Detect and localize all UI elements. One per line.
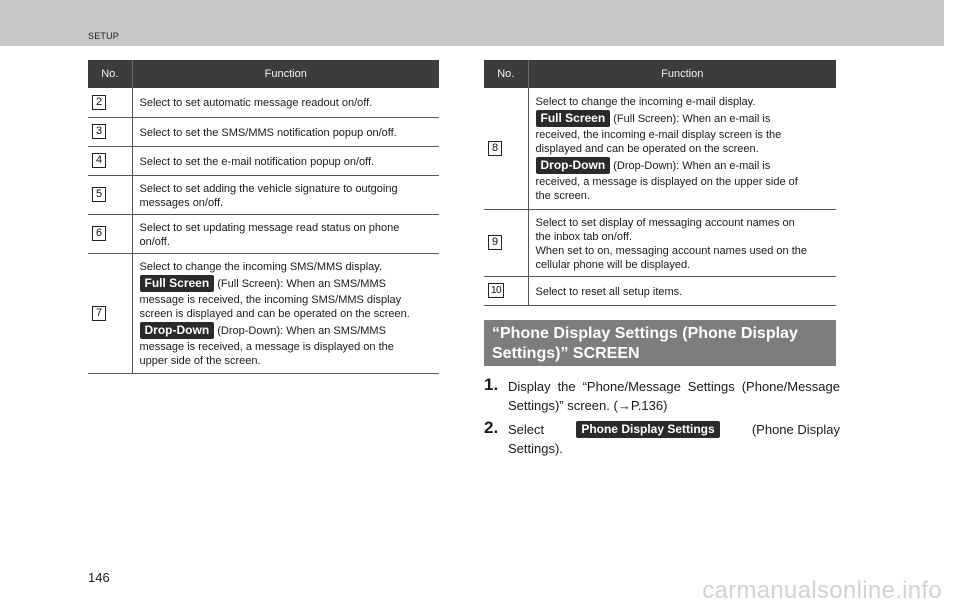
row-number-badge: 8 <box>488 141 502 156</box>
full-screen-button-label: Full Screen <box>536 110 611 127</box>
row-description-line: received, a message is displayed on the upper side of <box>535 176 798 189</box>
row-number-badge: 5 <box>92 187 106 202</box>
drop-down-button-label: Drop-Down <box>140 322 215 339</box>
row-description-line: the inbox tab on/off. <box>535 230 632 243</box>
row-description: Select to reset all setup items. <box>535 285 683 298</box>
table-row <box>88 175 439 214</box>
full-screen-option-line <box>536 109 829 128</box>
step-text-line-2: Settings). <box>508 441 563 456</box>
step-number: 1. <box>484 375 499 394</box>
section-heading: “Phone Display Settings (Phone Display Settings)” SCREEN <box>484 320 836 366</box>
header-band <box>0 0 944 46</box>
table-row <box>88 88 439 117</box>
column-header-function: Function <box>132 60 439 88</box>
page-number: 146 <box>88 570 110 585</box>
table-row <box>88 253 439 373</box>
row-description-line: received, the incoming e-mail display screen is the <box>535 129 782 142</box>
table-row <box>88 214 439 253</box>
row-description: Select to set the e-mail notification popup on/off. <box>139 155 375 168</box>
row-description-line: message is received, a message is displayed on the <box>139 341 394 353</box>
row-description: Select to set the SMS/MMS notification popup on/off. <box>139 126 397 139</box>
row-number-badge: 3 <box>92 124 106 139</box>
row-number-badge: 4 <box>92 153 106 168</box>
watermark: carmanualsonline.info <box>702 577 942 604</box>
row-description-line: Select to change the incoming SMS/MMS display. <box>139 261 383 273</box>
option-description: (Full Screen): When an SMS/MMS <box>214 278 386 290</box>
table-row <box>484 209 836 276</box>
row-description-line: message is received, the incoming SMS/MMS display <box>139 294 402 306</box>
left-function-table <box>88 60 439 374</box>
full-screen-option-line <box>140 274 432 293</box>
row-description-line: When set to on, messaging account names used on the <box>535 244 807 257</box>
column-header-no: No. <box>88 60 132 88</box>
row-description-line: Select to change the incoming e-mail display. <box>535 96 756 109</box>
row-description-line: on/off. <box>139 235 170 248</box>
full-screen-button-label: Full Screen <box>140 275 215 292</box>
select-word: Select <box>508 422 545 437</box>
row-number-badge: 6 <box>92 226 106 241</box>
table-row <box>88 117 439 146</box>
step-number: 2. <box>484 418 499 437</box>
table-header-row <box>88 60 439 88</box>
row-description-line: the screen. <box>535 190 590 203</box>
phone-display-settings-button-label: Phone Display Settings <box>576 421 719 438</box>
section-label: SETUP <box>88 31 120 41</box>
row-number-badge: 10 <box>488 283 504 298</box>
option-description: (Drop-Down): When an e-mail is <box>610 160 771 173</box>
row-description-line: upper side of the screen. <box>139 355 261 367</box>
table-header-row <box>484 60 836 88</box>
row-number-badge: 9 <box>488 235 502 250</box>
row-description: Select to set automatic message readout on/off. <box>139 97 373 110</box>
drop-down-button-label: Drop-Down <box>536 157 611 174</box>
column-header-no: No. <box>484 60 528 88</box>
row-number-badge: 7 <box>92 306 106 321</box>
row-description-line: Select to set adding the vehicle signature to outgoing <box>139 182 398 195</box>
step-1 <box>484 377 840 415</box>
drop-down-option-line <box>536 156 829 175</box>
step-text-after: (Phone Display <box>751 422 840 437</box>
table-row <box>484 88 836 209</box>
column-header-function: Function <box>528 60 836 88</box>
option-description: (Drop-Down): When an SMS/MMS <box>214 325 386 337</box>
row-description-line: Select to set display of messaging account names on <box>535 216 795 229</box>
row-description-line: displayed and can be operated on the screen. <box>535 143 759 156</box>
option-description: (Full Screen): When an e-mail is <box>610 113 771 126</box>
right-function-table <box>484 60 836 306</box>
step-text: Display the “Phone/Message Settings (Phone/Message Settings)” screen. (→P.136) <box>508 379 840 413</box>
row-description-line: cellular phone will be displayed. <box>535 258 691 271</box>
step-2 <box>484 420 840 458</box>
table-row <box>484 276 836 305</box>
row-description-line: screen is displayed and can be operated on the screen. <box>139 308 410 320</box>
row-description-line: Select to set updating message read status on phone <box>139 221 400 234</box>
drop-down-option-line <box>140 321 432 340</box>
row-number-badge: 2 <box>92 95 106 110</box>
row-description-line: messages on/off. <box>139 196 224 209</box>
table-row <box>88 146 439 175</box>
